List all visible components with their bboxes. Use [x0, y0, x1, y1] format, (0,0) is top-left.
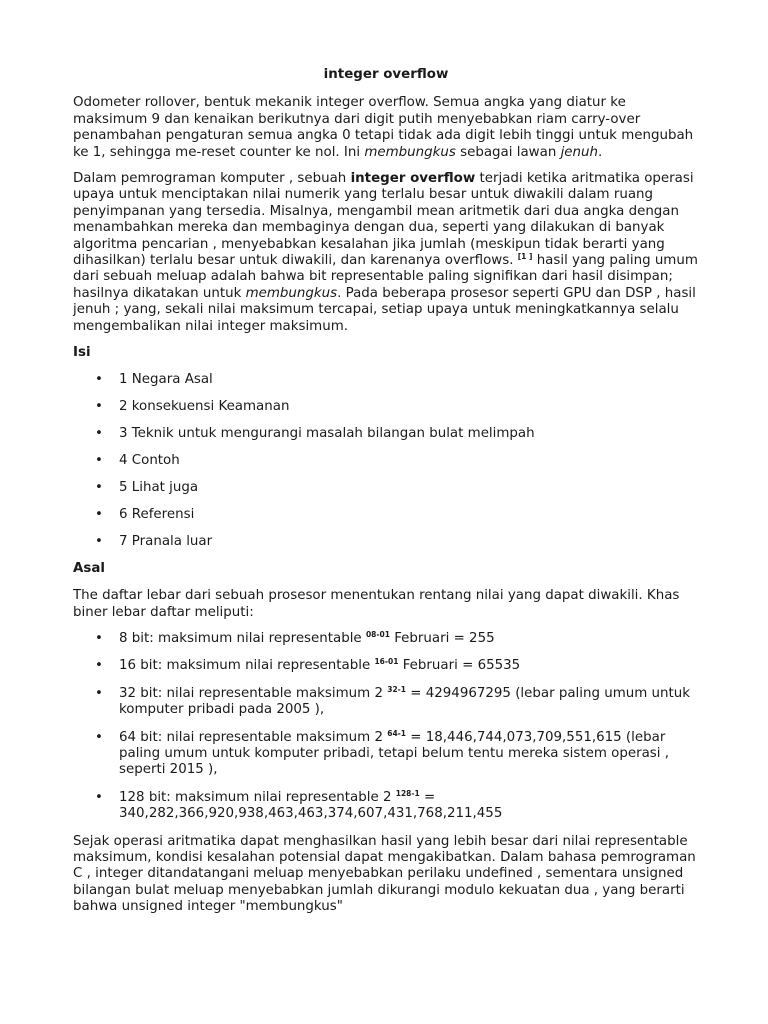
bit-width-text: 8 bit: maksimum nilai representable — [119, 630, 366, 646]
toc-item-referensi[interactable] — [73, 507, 699, 523]
bit-width-value: Februari = 255 — [389, 630, 495, 646]
bit-width-text: 64 bit: nilai representable maksimum 2 — [119, 729, 388, 745]
intro-text-2: sebagai lawan — [455, 144, 561, 160]
definition-text-2: terjadi ketika aritmatika operasi upaya untuk menciptakan nilai numerik yang terlalu besar untuk diwakili dalam ruang penyimpanan yang tersedia. Misalnya, mengambil mean aritmetik dari dua angka dengan menambahkan mereka dan membaginya dengan dua, seperti yang dilakukan di banyak algoritma pencarian , menyebabkan kesalahan jika jumlah (meskipun tidak berarti yang dihasilkan) terlalu besar untuk diwakili, dan karenanya overflows. — [73, 171, 694, 269]
toc-item-lihat-juga[interactable] — [73, 480, 699, 496]
page-title: integer overflow — [323, 67, 449, 82]
toc-item-negara-asal[interactable] — [73, 372, 699, 388]
toc-item-pranala-luar[interactable] — [73, 534, 699, 550]
intro-em-jenuh: jenuh — [560, 144, 598, 160]
bit-width-text: 128 bit: maksimum nilai representable 2 — [119, 789, 396, 805]
definition-em-membungkus: membungkus — [245, 285, 338, 301]
toc-heading: Isi — [73, 345, 91, 361]
intro-paragraph — [73, 95, 699, 161]
document-body — [73, 67, 699, 926]
bullet-icon: • — [95, 789, 103, 805]
bullet-icon: • — [95, 399, 103, 415]
asal-heading: Asal — [73, 561, 105, 577]
bit-width-value: = 340,282,366,920,938,463,463,374,607,431,768,211,455 — [119, 789, 503, 822]
bullet-icon: • — [95, 630, 103, 646]
bit-width-item — [73, 658, 699, 674]
toc-item-label: 1 Negara Asal — [119, 372, 213, 388]
bit-width-list — [73, 631, 699, 823]
bit-width-item — [73, 790, 699, 823]
toc-item-label: 3 Teknik untuk mengurangi masalah bilangan bulat melimpah — [119, 426, 535, 442]
definition-text-4: . Pada beberapa prosesor seperti GPU dan DSP , hasil jenuh ; yang, sekali nilai maksimum tercapai, setiap upaya untuk meningkatkannya selalu mengembalikan nilai integer maksimum. — [73, 285, 696, 334]
toc-item-label: 7 Pranala luar — [119, 534, 213, 550]
definition-text-3: hasil yang paling umum dari sebuah meluap adalah bahwa bit representable paling signifikan dari hasil disimpan; hasilnya dikatakan untuk — [73, 253, 698, 301]
bit-width-item — [73, 686, 699, 719]
bullet-icon: • — [95, 507, 103, 523]
toc-item-teknik[interactable] — [73, 426, 699, 442]
bullet-icon: • — [95, 372, 103, 388]
bit-width-exponent: 32-1 — [387, 684, 407, 694]
toc-item-konsekuensi-keamanan[interactable] — [73, 399, 699, 415]
intro-text-3: . — [597, 144, 603, 160]
bit-width-exponent: 16-01 — [374, 657, 399, 667]
bullet-icon: • — [95, 658, 103, 674]
citation-link[interactable]: [1 ] — [517, 252, 533, 262]
asal-paragraph: The daftar lebar dari sebuah prosesor menentukan rentang nilai yang dapat diwakili. Khas biner lebar daftar meliputi: — [73, 588, 680, 620]
toc-item-label: 6 Referensi — [119, 507, 195, 523]
toc-item-label: 5 Lihat juga — [119, 480, 199, 496]
definition-paragraph — [73, 171, 699, 335]
definition-text-1: Dalam pemrograman komputer , sebuah — [73, 171, 351, 187]
bit-width-text: 16 bit: maksimum nilai representable — [119, 658, 375, 674]
intro-em-membungkus: membungkus — [364, 144, 456, 160]
bit-width-item — [73, 631, 699, 647]
toc-item-label: 4 Contoh — [119, 453, 180, 469]
bullet-icon: • — [95, 426, 103, 442]
bit-width-text: 32 bit: nilai representable maksimum 2 — [119, 685, 388, 701]
bit-width-value: Februari = 65535 — [398, 658, 521, 674]
definition-strong-term: integer overflow — [350, 171, 476, 187]
table-of-contents — [73, 372, 699, 550]
bullet-icon: • — [95, 685, 103, 701]
bit-width-value: = 18,446,744,073,709,551,615 (lebar paling umum untuk komputer pribadi, tetapi belum tentu mereka sistem operasi , seperti 2015 ), — [119, 729, 670, 778]
bit-width-exponent: 64-1 — [387, 728, 407, 738]
toc-item-label: 2 konsekuensi Keamanan — [119, 399, 290, 415]
bullet-icon: • — [95, 729, 103, 745]
bullet-icon: • — [95, 534, 103, 550]
bit-width-value: = 4294967295 (lebar paling umum untuk komputer pribadi pada 2005 ), — [119, 685, 691, 718]
overflow-behavior-paragraph: Sejak operasi aritmatika dapat menghasilkan hasil yang lebih besar dari nilai representable maksimum, kondisi kesalahan potensial dapat mengakibatkan. Dalam bahasa pemrograman C , integer ditandatangani meluap menyebabkan perilaku undefined , sementara unsigned bilangan bulat meluap menyebabkan jumlah dikurangi modulo kekuatan dua , yang berarti bahwa unsigned integer "membungkus" — [73, 833, 696, 915]
bullet-icon: • — [95, 480, 103, 496]
bit-width-item — [73, 730, 699, 779]
bullet-icon: • — [95, 453, 103, 469]
bit-width-exponent: 128-1 — [395, 788, 420, 798]
bit-width-exponent: 08-01 — [365, 629, 390, 639]
intro-text-1: Odometer rollover, bentuk mekanik integer overflow. Semua angka yang diatur ke maksimum 9 dan kenaikan berikutnya dari digit putih menyebabkan riam carry-over penambahan pengaturan semua angka 0 tetapi tidak ada digit lebih tinggi untuk mengubah ke 1, sehingga me-reset counter ke nol. Ini — [73, 95, 694, 160]
toc-item-contoh[interactable] — [73, 453, 699, 469]
